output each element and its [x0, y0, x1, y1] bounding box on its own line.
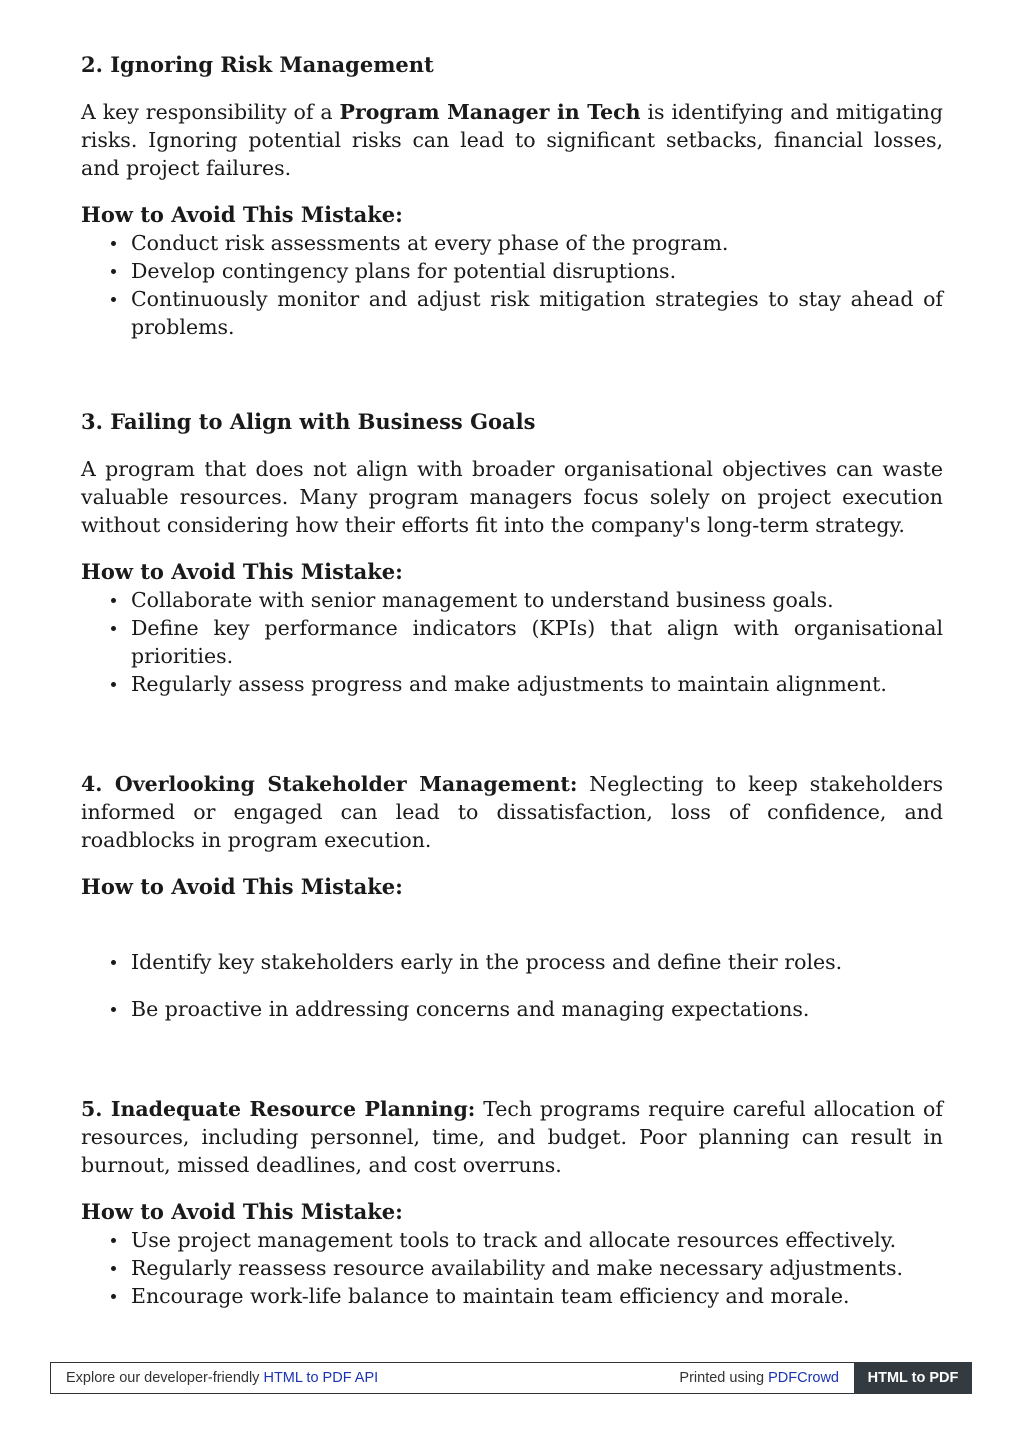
- pdfcrowd-footer: [50, 1362, 972, 1394]
- footer-text: Explore our developer-friendly: [66, 1370, 264, 1386]
- section-heading: 2. Ignoring Risk Management: [81, 52, 434, 77]
- list-item: Encourage work-life balance to maintain team efficiency and morale.: [131, 1282, 943, 1310]
- list-item: Conduct risk assessments at every phase of the program.: [131, 229, 943, 257]
- list-item: Be proactive in addressing concerns and managing expectations.: [131, 995, 943, 1023]
- list-item: Regularly assess progress and make adjustments to maintain alignment.: [131, 670, 943, 698]
- how-to-avoid-label: How to Avoid This Mistake:: [81, 202, 403, 227]
- tips-list: [81, 586, 943, 698]
- footer-printed-using: [679, 1370, 839, 1386]
- list-item: Identify key stakeholders early in the process and define their roles.: [131, 948, 943, 976]
- section-resource-planning: [81, 1095, 943, 1310]
- section-paragraph: [81, 770, 943, 854]
- paragraph-text: Tech programs require careful allocation of resources, including personnel, time, and budget. Poor planning can result in burnout, missed deadlines, and cost overruns.: [81, 1097, 943, 1177]
- section-business-goals: [81, 408, 943, 698]
- section-stakeholder-management: [81, 770, 943, 1042]
- list-item: Regularly reassess resource availability and make necessary adjustments.: [131, 1254, 943, 1282]
- list-item: Develop contingency plans for potential disruptions.: [131, 257, 943, 285]
- tips-list: [81, 948, 943, 1023]
- section-heading: 3. Failing to Align with Business Goals: [81, 409, 536, 434]
- section-paragraph: A program that does not align with broader organisational objectives can waste valuable resources. Many program managers focus solely on project execution without considering how their efforts fit into the company's long-term strategy.: [81, 457, 943, 537]
- html-to-pdf-button[interactable]: HTML to PDF: [854, 1362, 972, 1394]
- list-item: Use project management tools to track and allocate resources effectively.: [131, 1226, 943, 1254]
- section-risk-management: [81, 51, 943, 341]
- html-to-pdf-api-link[interactable]: HTML to PDF API: [263, 1370, 379, 1386]
- section-lead: 4. Overlooking Stakeholder Management:: [81, 772, 578, 796]
- how-to-avoid-label: How to Avoid This Mistake:: [81, 874, 403, 899]
- section-paragraph: [81, 98, 943, 182]
- footer-left-text: [66, 1370, 378, 1386]
- list-item: Continuously monitor and adjust risk mitigation strategies to stay ahead of problems.: [131, 287, 943, 339]
- paragraph-text: is identifying and mitigating risks. Ignoring potential risks can lead to significant setbacks, financial losses, and project failures.: [81, 100, 943, 180]
- paragraph-bold-text: Program Manager in Tech: [339, 100, 641, 124]
- list-item: Collaborate with senior management to understand business goals.: [131, 586, 943, 614]
- paragraph-text: Neglecting to keep stakeholders informed or engaged can lead to dissatisfaction, loss of confidence, and roadblocks in program execution.: [81, 772, 943, 852]
- paragraph-text: A key responsibility of a: [81, 100, 340, 124]
- how-to-avoid-label: How to Avoid This Mistake:: [81, 559, 403, 584]
- list-item: Define key performance indicators (KPIs) that align with organisational priorities.: [131, 616, 943, 668]
- tips-list: [81, 229, 943, 341]
- section-lead: 5. Inadequate Resource Planning:: [81, 1097, 476, 1121]
- footer-text: Printed using: [679, 1370, 769, 1386]
- pdfcrowd-link[interactable]: PDFCrowd: [768, 1370, 839, 1386]
- section-paragraph: [81, 1095, 943, 1179]
- tips-list: [81, 1226, 943, 1310]
- how-to-avoid-label: How to Avoid This Mistake:: [81, 1199, 403, 1224]
